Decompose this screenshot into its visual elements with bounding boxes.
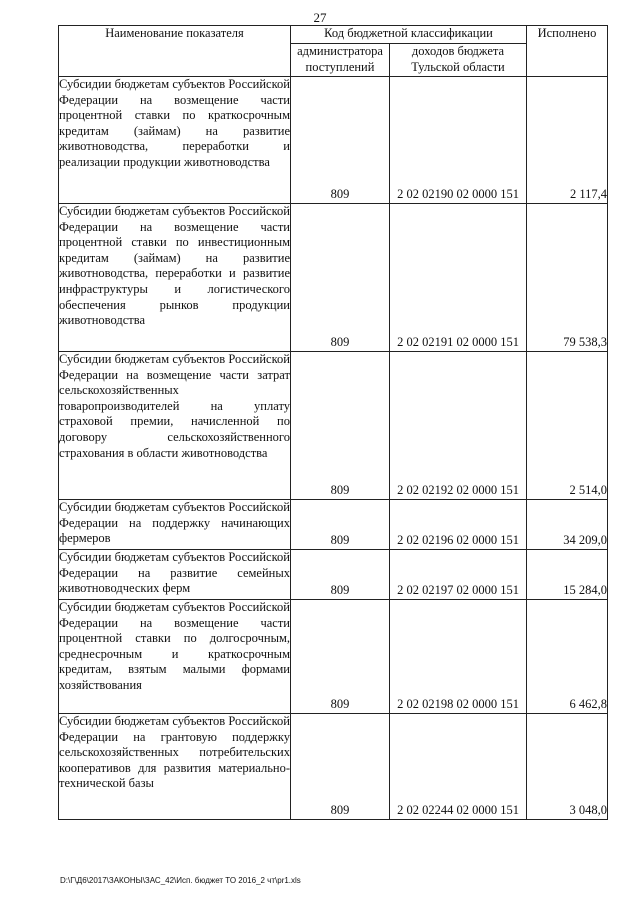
executed-amount: 79 538,3 (527, 204, 608, 352)
executed-amount: 6 462,8 (527, 600, 608, 714)
income-code: 2 02 02191 02 0000 151 (390, 204, 527, 352)
income-code: 2 02 02190 02 0000 151 (390, 77, 527, 204)
indicator-name: Субсидии бюджетам субъектов Российской Федерации на возмещение части процентной ставки по краткосрочным кредитам (займам) на развитие животноводства, переработки и реализации продукции животноводства (59, 77, 291, 204)
indicator-name: Субсидии бюджетам субъектов Российской Федерации на развитие семейных животноводческих ферм (59, 550, 291, 600)
budget-revenue-table (58, 25, 608, 820)
indicator-name: Субсидии бюджетам субъектов Российской Федерации на возмещение части процентной ставки по долгосрочным, среднесрочным и краткосрочным кредитам, взятым малыми формами хозяйствования (59, 600, 291, 714)
table-row (59, 77, 608, 204)
income-code: 2 02 02197 02 0000 151 (390, 550, 527, 600)
income-code: 2 02 02192 02 0000 151 (390, 352, 527, 500)
administrator-code: 809 (291, 550, 390, 600)
executed-amount: 2 514,0 (527, 352, 608, 500)
income-code: 2 02 02198 02 0000 151 (390, 600, 527, 714)
indicator-name: Субсидии бюджетам субъектов Российской Федерации на возмещение части затрат сельскохозяйственных товаропроизводителей на уплату страховой премии, начисленной по договору сельскохозяйственного страхования в области животноводства (59, 352, 291, 500)
page-number: 27 (313, 10, 327, 25)
header-indicator-name: Наименование показателя (59, 26, 291, 77)
table-row (59, 600, 608, 714)
indicator-name: Субсидии бюджетам субъектов Российской Федерации на возмещение части процентной ставки по инвестиционным кредитам (займам) на развитие животноводства, переработки и развитие инфраструктуры и логистического обеспечения рынков продукции животноводства (59, 204, 291, 352)
income-code: 2 02 02244 02 0000 151 (390, 714, 527, 820)
footer-file-path: D:\Г\Д6\2017\ЗАКОНЫ\ЗАС_42\Исп. бюджет ТО 2016_2 чт\pr1.xls (60, 876, 301, 885)
executed-amount: 34 209,0 (527, 500, 608, 550)
executed-amount: 2 117,4 (527, 77, 608, 204)
table-row (59, 550, 608, 600)
administrator-code: 809 (291, 714, 390, 820)
administrator-code: 809 (291, 500, 390, 550)
indicator-name: Субсидии бюджетам субъектов Российской Федерации на грантовую поддержку сельскохозяйственных потребительских кооперативов для развития материально-технической базы (59, 714, 291, 820)
administrator-code: 809 (291, 600, 390, 714)
table-row (59, 500, 608, 550)
income-code: 2 02 02196 02 0000 151 (390, 500, 527, 550)
header-executed: Исполнено (527, 26, 608, 77)
executed-amount: 15 284,0 (527, 550, 608, 600)
administrator-code: 809 (291, 352, 390, 500)
table-row (59, 204, 608, 352)
table-row (59, 714, 608, 820)
header-administrator: администратора поступлений (291, 44, 390, 77)
header-budget-classification-code: Код бюджетной классификации (291, 26, 527, 44)
executed-amount: 3 048,0 (527, 714, 608, 820)
table-row (59, 352, 608, 500)
administrator-code: 809 (291, 204, 390, 352)
indicator-name: Субсидии бюджетам субъектов Российской Федерации на поддержку начинающих фермеров (59, 500, 291, 550)
administrator-code: 809 (291, 77, 390, 204)
header-budget-income: доходов бюджета Тульской области (390, 44, 527, 77)
